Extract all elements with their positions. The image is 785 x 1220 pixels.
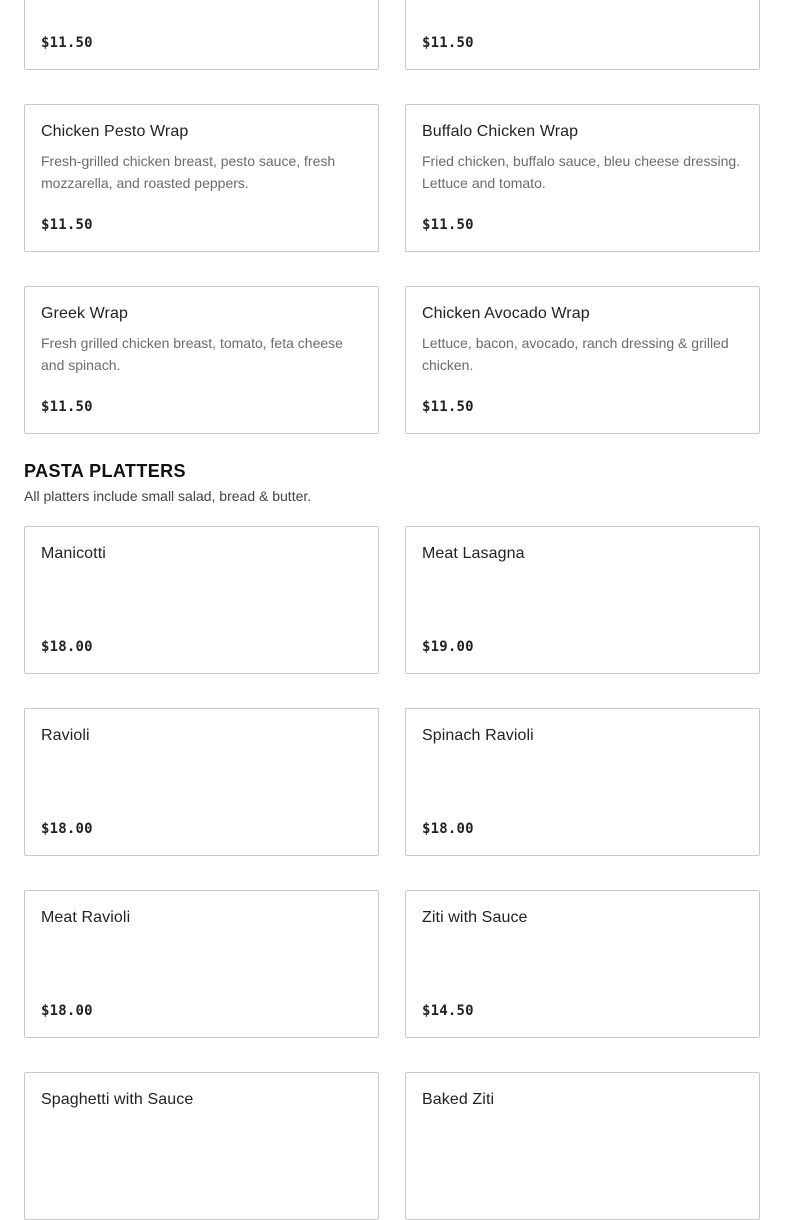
menu-item-description: Fresh grilled chicken breast, tomato, feta cheese and spinach. — [41, 335, 343, 373]
menu-item-card[interactable] — [405, 286, 760, 434]
menu-item-card[interactable] — [24, 286, 379, 434]
menu-item-description: Fried chicken, buffalo sauce, bleu cheese dressing. Lettuce and tomato. — [422, 153, 741, 191]
menu-item-name: Buffalo Chicken Wrap — [422, 123, 579, 140]
menu-item-card[interactable] — [405, 526, 760, 674]
menu-item-price: $18.00 — [41, 821, 93, 837]
menu-item-card[interactable] — [405, 708, 760, 856]
menu-item-card[interactable] — [24, 104, 379, 252]
menu-item-price: $18.00 — [422, 821, 474, 837]
menu-item-card[interactable] — [24, 1072, 379, 1220]
menu-item-price: $18.00 — [41, 1003, 93, 1019]
section-title: PASTA PLATTERS — [24, 461, 186, 481]
menu-item-name: Greek Wrap — [41, 305, 128, 322]
menu-item-card[interactable] — [24, 0, 379, 70]
menu-item-name: Chicken Pesto Wrap — [41, 123, 189, 140]
menu-item-price: $14.50 — [422, 1003, 474, 1019]
section-subtitle: All platters include small salad, bread & butter. — [24, 488, 312, 504]
menu-item-name: Ravioli — [41, 727, 90, 744]
menu-item-name: Spaghetti with Sauce — [41, 1091, 194, 1108]
menu-item-name: Manicotti — [41, 545, 106, 562]
menu-item-price: $11.50 — [422, 217, 474, 233]
menu-item-name: Ziti with Sauce — [422, 909, 528, 926]
menu-item-card[interactable] — [24, 708, 379, 856]
menu-item-card[interactable] — [24, 526, 379, 674]
menu-item-price: $11.50 — [41, 35, 93, 51]
menu-item-name: Meat Ravioli — [41, 909, 131, 926]
menu-item-description: Fresh-grilled chicken breast, pesto sauce, fresh mozzarella, and roasted peppers. — [41, 153, 336, 191]
menu-item-price: $11.50 — [41, 399, 93, 415]
menu-item-name: Chicken Avocado Wrap — [422, 305, 590, 322]
menu-item-name: Meat Lasagna — [422, 545, 525, 562]
menu-item-price: $11.50 — [41, 217, 93, 233]
menu-item-price: $19.00 — [422, 639, 474, 655]
menu-item-description: Lettuce, bacon, avocado, ranch dressing & grilled chicken. — [422, 335, 729, 373]
menu-item-price: $18.00 — [41, 639, 93, 655]
menu-item-card[interactable] — [405, 890, 760, 1038]
menu-item-card[interactable] — [24, 890, 379, 1038]
menu-item-price: $11.50 — [422, 35, 474, 51]
menu-item-name: Baked Ziti — [422, 1091, 495, 1108]
menu-item-card[interactable] — [405, 1072, 760, 1220]
menu-item-name: Spinach Ravioli — [422, 727, 534, 744]
menu-item-price: $11.50 — [422, 399, 474, 415]
menu-item-card[interactable] — [405, 104, 760, 252]
menu-item-card[interactable] — [405, 0, 760, 70]
section-header-pasta-platters — [24, 459, 311, 506]
